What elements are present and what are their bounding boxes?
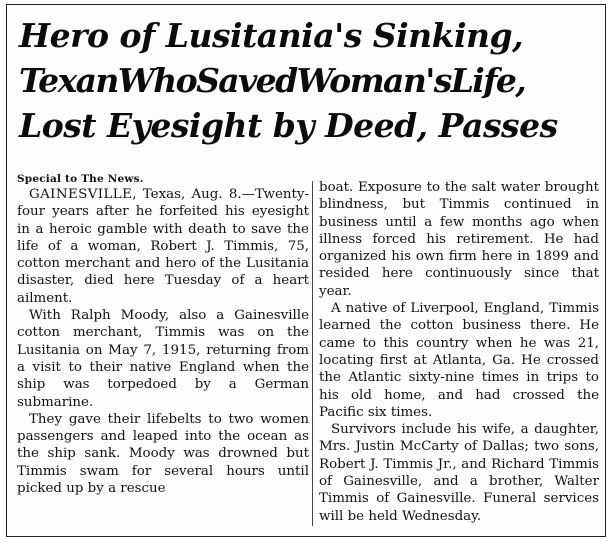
article-paragraph-3-continued: boat. Exposure to the salt water brought blindness, but Timmis continued in business until a few months ago when illness forced his retirement. He had organized his own firm here in 1899 and resided here continuously since that year. xyxy=(319,180,599,299)
article-column-right xyxy=(319,179,599,525)
headline-line-1: Hero of Lusitania's Sinking, xyxy=(19,16,524,55)
column-divider xyxy=(312,181,313,526)
headline-line-2: TexanWhoSavedWoman'sLife, xyxy=(19,61,526,100)
article-paragraph-3: They gave their lifebelts to two women passengers and leaped into the ocean as the ship sank. Moody was drowned but Timmis swam for several hours until picked up by a rescue xyxy=(17,411,309,497)
dateline: GAINESVILLE xyxy=(29,187,133,202)
article-column-left xyxy=(17,173,309,497)
article-paragraph-2: With Ralph Moody, also a Gainesville cotton merchant, Timmis was on the Lusitania on May 7, 1915, returning from a visit to their native England when the ship was torpedoed by a German submarine. xyxy=(17,308,309,410)
headline xyxy=(19,13,599,148)
article-paragraph-1-text: , Texas, Aug. 8.—Twenty-four years after he forfeited his eyesight in a heroic gamble with death to save the life of a woman, Robert J. Timmis, 75, cotton merchant and hero of the Lusitania disaster, died here Tuesday of a heart ailment. xyxy=(17,187,309,306)
article-paragraph-5: Survivors include his wife, a daughter, Mrs. Justin McCarty of Dallas; two sons, Robert J. Timmis Jr., and Richard Timmis of Gainesville, and a brother, Walter Timmis of Gainesville. Funeral services will be held Wednesday. xyxy=(319,422,599,524)
byline: Special to The News. xyxy=(17,173,144,185)
article-paragraph-4: A native of Liverpool, England, Timmis learned the cotton business there. He came to this country when he was 21, locating first at Atlanta, Ga. He crossed the Atlantic sixty-nine times in trips to his old home, and had crossed the Pacific six times. xyxy=(319,301,599,420)
article-paragraph-1 xyxy=(17,186,309,307)
headline-line-3: Lost Eyesight by Deed, Passes xyxy=(19,106,558,145)
newspaper-clipping xyxy=(6,4,606,537)
